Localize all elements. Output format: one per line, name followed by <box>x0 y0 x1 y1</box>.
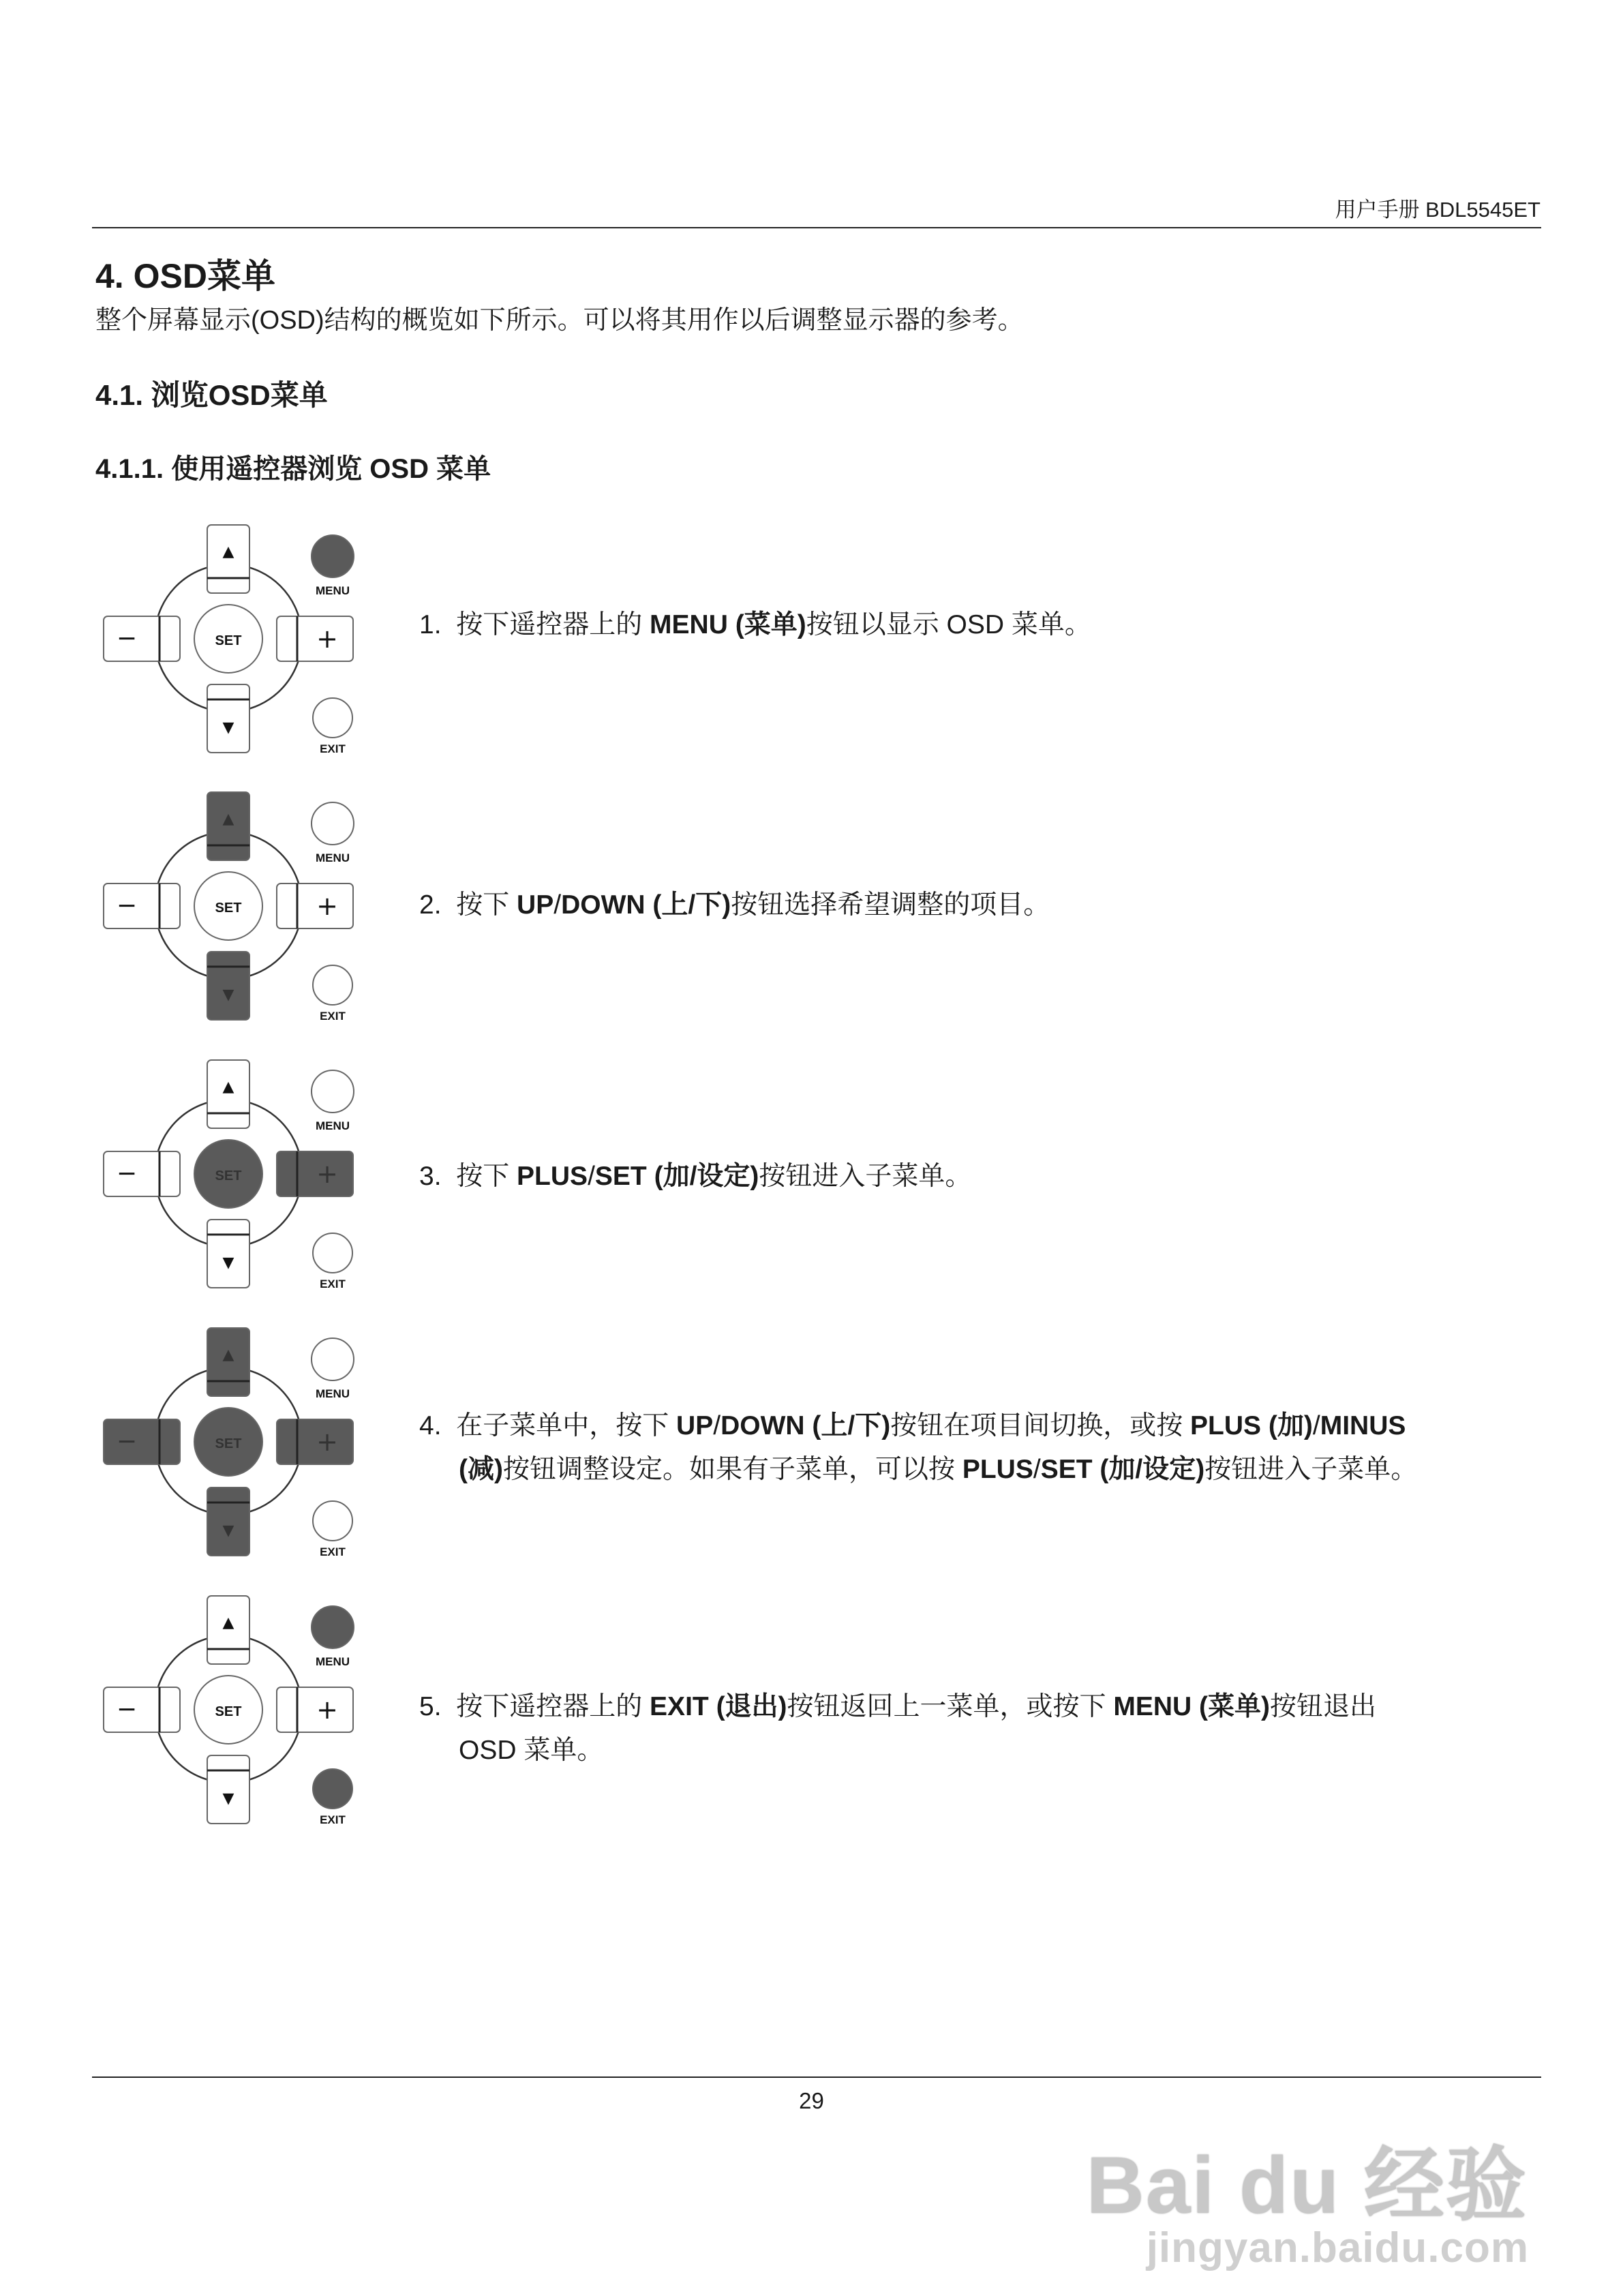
step-3: 3. 按下 PLUS/SET (加/设定)按钮进入子菜单。 <box>419 1162 972 1191</box>
minus-icon: − <box>116 1160 138 1188</box>
menu-button <box>312 802 354 845</box>
section-title: 4. OSD菜单 <box>95 257 275 295</box>
header-title: 用户手册 BDL5545ET <box>1335 198 1541 222</box>
minus-button <box>104 616 180 661</box>
set-label: SET <box>215 901 242 916</box>
minus-button <box>104 1419 180 1464</box>
down-arrow-icon: ▼ <box>222 719 234 736</box>
set-label: SET <box>215 1436 242 1451</box>
down-arrow-icon: ▼ <box>222 1254 234 1271</box>
remote-diagram-step-5 <box>102 1595 361 1826</box>
exit-label: EXIT <box>320 1545 346 1558</box>
set-label: SET <box>215 1704 242 1719</box>
exit-button <box>313 1501 352 1541</box>
plus-icon: + <box>316 1695 338 1725</box>
down-arrow-icon: ▼ <box>222 986 234 1003</box>
exit-button <box>313 965 352 1005</box>
plus-icon: + <box>316 1427 338 1457</box>
subsection-title: 4.1. 浏览OSD菜单 <box>95 379 328 411</box>
menu-label: MENU <box>315 1387 350 1400</box>
remote-diagram-step-1 <box>102 524 361 755</box>
minus-icon: − <box>116 624 138 652</box>
remote-diagram-step-2 <box>102 791 361 1023</box>
plus-button <box>277 616 353 661</box>
plus-icon: + <box>316 624 338 654</box>
menu-label: MENU <box>315 1119 350 1132</box>
menu-button <box>312 1338 354 1380</box>
minus-icon: − <box>116 1695 138 1723</box>
down-arrow-icon: ▼ <box>222 1522 234 1539</box>
plus-button <box>277 1151 353 1196</box>
up-arrow-icon: ▲ <box>222 1078 234 1096</box>
plus-button <box>277 1687 353 1732</box>
exit-label: EXIT <box>320 742 346 755</box>
plus-icon: + <box>316 891 338 921</box>
up-arrow-icon: ▲ <box>222 1346 234 1363</box>
up-arrow-icon: ▲ <box>222 543 234 560</box>
plus-button <box>277 1419 353 1464</box>
header-rule <box>92 227 1541 228</box>
exit-button <box>313 698 352 738</box>
subsubsection-title: 4.1.1. 使用遥控器浏览 OSD 菜单 <box>95 454 491 484</box>
exit-button <box>313 1769 352 1809</box>
remote-diagram-step-4 <box>102 1327 361 1558</box>
step-2: 2. 按下 UP/DOWN (上/下)按钮选择希望调整的项目。 <box>419 890 1050 920</box>
section-intro: 整个屏幕显示(OSD)结构的概览如下所示。可以将其用作以后调整显示器的参考。 <box>95 306 1024 335</box>
minus-icon: − <box>116 892 138 920</box>
menu-button <box>312 535 354 577</box>
menu-button <box>312 1070 354 1113</box>
down-arrow-icon: ▼ <box>222 1790 234 1807</box>
down-button <box>207 952 249 1020</box>
up-arrow-icon: ▲ <box>222 1614 234 1631</box>
exit-label: EXIT <box>320 1278 346 1290</box>
menu-label: MENU <box>315 584 350 597</box>
menu-label: MENU <box>315 1655 350 1668</box>
minus-button <box>104 1687 180 1732</box>
page-number: 29 <box>799 2088 824 2113</box>
set-label: SET <box>215 633 242 648</box>
up-arrow-icon: ▲ <box>222 811 234 828</box>
exit-button <box>313 1233 352 1273</box>
watermark-logo: Bai du 经验 <box>1086 2141 1528 2231</box>
menu-label: MENU <box>315 851 350 864</box>
exit-label: EXIT <box>320 1813 346 1826</box>
plus-icon: + <box>316 1159 338 1189</box>
set-label: SET <box>215 1168 242 1183</box>
remote-diagram-step-3 <box>102 1059 361 1290</box>
step-5: 5. 按下遥控器上的 EXIT (退出)按钮返回上一菜单，或按下 MENU (菜单)按钮退出 OSD 菜单。 <box>419 1692 1377 1765</box>
plus-button <box>277 883 353 928</box>
down-button <box>207 1487 249 1556</box>
footer-rule <box>92 2076 1541 2078</box>
watermark-url: jingyan.baidu.com <box>1146 2224 1529 2271</box>
minus-icon: − <box>116 1428 138 1455</box>
step-4: 4. 在子菜单中，按下 UP/DOWN (上/下)按钮在项目间切换，或按 PLUS (加)/MINUS (减)按钮调整设定。如果有子菜单，可以按 PLUS/SET (加/设定)按钮进入子菜单。 <box>419 1411 1418 1484</box>
minus-button <box>104 1151 180 1196</box>
menu-button <box>312 1606 354 1648</box>
down-button <box>207 1755 249 1824</box>
step-1: 1. 按下遥控器上的 MENU (菜单)按钮以显示 OSD 菜单。 <box>419 610 1091 639</box>
exit-label: EXIT <box>320 1010 346 1023</box>
down-button <box>207 684 249 753</box>
minus-button <box>104 883 180 928</box>
down-button <box>207 1220 249 1288</box>
